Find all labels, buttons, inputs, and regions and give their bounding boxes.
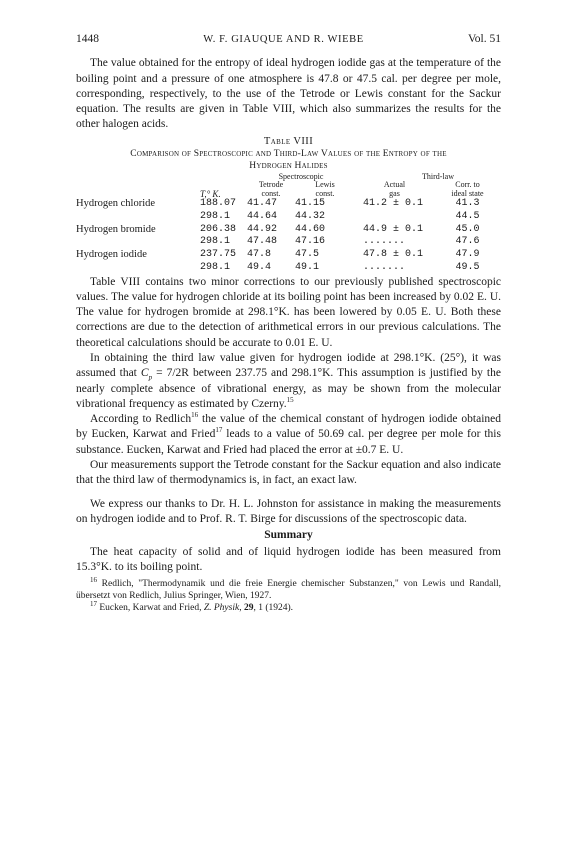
footnote-ref-16: 16 xyxy=(191,411,199,420)
table-caption-line2: Hydrogen Halides xyxy=(249,160,328,171)
table-cell-t: 188.07 xyxy=(200,198,237,210)
group-header-spectroscopic: Spectroscopic xyxy=(278,171,324,181)
table-row xyxy=(76,236,501,249)
col-header-lewis: Lewis xyxy=(315,180,335,190)
table-cell-t: 237.75 xyxy=(200,249,237,261)
table-cell-lewis: 44.60 xyxy=(295,223,326,235)
table-group-header-row xyxy=(76,173,501,182)
table-row xyxy=(76,262,501,275)
table-cell-tetrode: 47.8 xyxy=(247,249,272,261)
table-cell-actual xyxy=(355,211,434,224)
table-cell-name xyxy=(76,211,200,224)
table-cell-actual: 44.9 ± 0.1 xyxy=(363,223,424,235)
paragraph-acknowledgement: We express our thanks to Dr. H. L. Johnston for assistance in making the measurements on hydrogen iodide and to Prof. R. T. Birge for discussions of the spectroscopic data. xyxy=(76,497,501,525)
paragraph-tetrode-support: Our measurements support the Tetrode constant for the Sackur equation and also indicate that the third law of thermodynamics is, in fact, an exact law. xyxy=(76,459,501,487)
table-column-header-row-1 xyxy=(76,181,501,190)
table-cell-corr: 49.5 xyxy=(455,261,480,273)
table-cell-corr: 47.6 xyxy=(455,236,480,248)
footnote-17-text-b: , 1 (1924). xyxy=(253,603,294,614)
para4-text-c: leads to a value of 50.69 cal. per degree per mole for this substance. Eucken, Karwat and Fried had placed the error at ±0.7 E. U. xyxy=(76,428,501,456)
running-header xyxy=(76,32,501,47)
footnote-ref-15: 15 xyxy=(286,396,294,405)
table-cell-t: 298.1 xyxy=(200,261,231,273)
table-cell-tetrode: 44.92 xyxy=(247,223,278,235)
paragraph-redlich xyxy=(76,412,501,458)
table-cell-actual: ....... xyxy=(363,236,406,248)
cp-symbol: C xyxy=(140,367,149,380)
footnote-ref-17: 17 xyxy=(215,426,223,435)
group-header-third-law: Third-law xyxy=(422,171,454,181)
cp-subscript: p xyxy=(148,373,153,382)
para4-text-b: the value of the chemical constant of hydrogen iodide obtained by Eucken, Karwat and Fried xyxy=(76,413,501,441)
table-cell-t: 298.1 xyxy=(200,210,231,222)
col-header-tetrode-const: const. xyxy=(261,188,281,198)
col-header-corr-ideal: ideal state xyxy=(451,188,484,198)
footnote-17: $^{17}$ Eucken, Karwat and Fried, Z. Physik, 29, 1 (1924). xyxy=(90,599,294,614)
footnote-17-text-a: Eucken, Karwat and Fried, xyxy=(97,603,204,614)
table-cell-tetrode: 41.47 xyxy=(247,198,278,210)
footnote-17-number: 17 xyxy=(90,599,97,608)
page-number: 1448 xyxy=(76,33,99,45)
table-caption-line1: Comparison of Spectroscopic and Third-Law Values of the Entropy of the xyxy=(130,148,447,159)
table-column-header-row-2 xyxy=(76,190,501,199)
col-header-actual: Actual xyxy=(383,180,406,190)
entropy-table xyxy=(76,173,501,275)
table-cell-lewis: 47.16 xyxy=(295,236,326,248)
paragraph-entropy-result: The value obtained for the entropy of ideal hydrogen iodide gas at the temperature of the boiling point and a pressure of one atmosphere is 47.8 or 47.5 cal. per degree per mole, corresponding, respectively, to the use of the Tetrode or Lewis constant for the Sackur equation. The results are given in Table VIII, which also summarizes the results for the other halogen acids. xyxy=(76,57,501,131)
table-cell-tetrode: 49.4 xyxy=(247,261,272,273)
table-cell-corr: 44.5 xyxy=(455,210,480,222)
table-row xyxy=(76,198,501,211)
summary-heading: Summary xyxy=(264,529,313,542)
footnote-16-number: 16 xyxy=(90,575,97,584)
table-cell-name xyxy=(76,262,200,275)
footnote-17-volume: 29 xyxy=(243,603,254,614)
table-cell-name: Hydrogen chloride xyxy=(76,198,156,210)
paragraph-summary: The heat capacity of solid and of liquid hydrogen iodide has been measured from 15.3°K. to its boiling point. xyxy=(76,545,501,573)
table-cell-name: Hydrogen bromide xyxy=(76,223,156,235)
table-cell-t: 206.38 xyxy=(200,223,237,235)
table-cell-lewis: 41.15 xyxy=(295,198,326,210)
table-cell-corr: 45.0 xyxy=(455,223,480,235)
footnote-16-text: Redlich, "Thermodynamik und die freie Energie chemischer Substanzen," von Lewis und Randall, übersetzt von Redlich, Julius Springer, Wien, 1927. xyxy=(76,579,501,602)
table-row xyxy=(76,249,501,262)
table-cell-corr: 47.9 xyxy=(455,249,480,261)
table-cell-corr: 41.3 xyxy=(455,198,480,210)
table-cell-lewis: 49.1 xyxy=(295,261,320,273)
table-cell-t: 298.1 xyxy=(200,236,231,248)
running-authors: W. F. GIAUQUE AND R. WIEBE xyxy=(203,34,364,45)
footnote-17-journal: Z. Physik xyxy=(203,603,240,614)
table-cell-actual: 47.8 ± 0.1 xyxy=(363,249,424,261)
volume-label: Vol. 51 xyxy=(467,33,501,45)
col-header-lewis-const: const. xyxy=(315,188,335,198)
table-cell-lewis: 47.5 xyxy=(295,249,320,261)
table-row xyxy=(76,224,501,237)
table-cell-tetrode: 47.48 xyxy=(247,236,278,248)
table-cell-actual: 41.2 ± 0.1 xyxy=(363,198,424,210)
footnote-16 xyxy=(76,575,501,602)
col-header-actual-gas: gas xyxy=(389,188,400,198)
table-cell-name: Hydrogen iodide xyxy=(76,249,147,261)
para4-text-a: According to Redlich xyxy=(90,413,192,426)
table-cell-tetrode: 44.64 xyxy=(247,210,278,222)
col-header-tetrode: Tetrode xyxy=(258,180,284,190)
col-header-temperature: T,° K. xyxy=(200,188,221,199)
table-cell-lewis: 44.32 xyxy=(295,210,326,222)
table-row xyxy=(76,211,501,224)
table-title: Table VIII xyxy=(263,135,314,147)
table-cell-name xyxy=(76,236,200,249)
table-body xyxy=(76,198,501,274)
paragraph-third-law-assumption xyxy=(76,351,501,412)
paragraph-corrections: Table VIII contains two minor corrections to our previously published spectroscopic values. The value for hydrogen chloride at its boiling point has been increased by 0.02 E. U. The value for hydrogen bromide at 298.1°K. has been lowered by 0.05 E. U. Both these corrections are due to the detection of arithmetical errors in our previous calculations. The theoretical calculations should be accurate to 0.01 E. U. xyxy=(76,275,501,349)
col-header-corr: Corr. to xyxy=(455,180,480,190)
table-cell-actual: ....... xyxy=(363,261,406,273)
para3-text-b: = 7/2R between 237.75 and 298.1°K. This assumption is justified by the nearly complete absence of vibrational energy, as may be shown from the molecular vibrational frequency as estimated by Czerny. xyxy=(76,367,501,410)
para3-text-a: In obtaining the third law value given for hydrogen iodide at 298.1°K. (25°), it was assumed that xyxy=(76,351,501,380)
